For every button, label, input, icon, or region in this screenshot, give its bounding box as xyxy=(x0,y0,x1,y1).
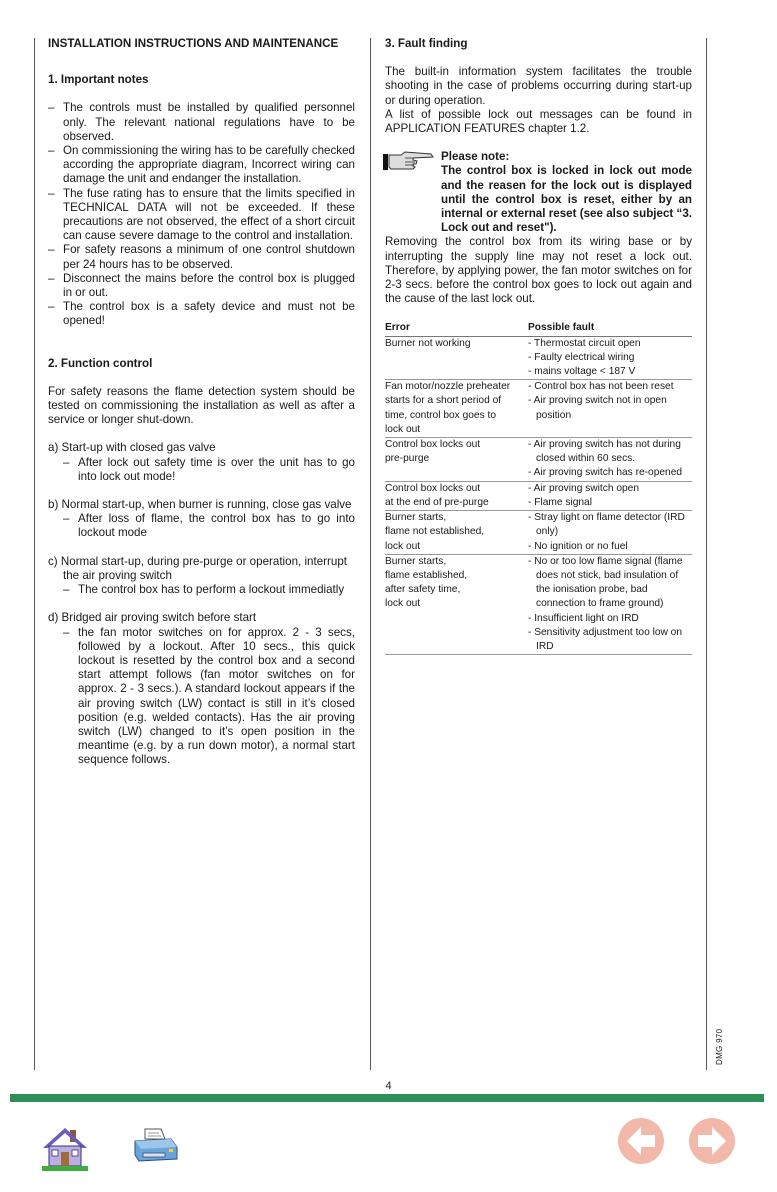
error-line: Control box locks out xyxy=(385,482,481,494)
function-case xyxy=(48,555,355,598)
important-note-item: – For safety reasons a minimum of one control shutdown per 24 hours has to be observed. xyxy=(48,243,355,271)
error-line: Fan motor/nozzle preheater xyxy=(385,381,511,393)
please-note-text: The control box is locked in lock out mode and the reasen for the lock out is displayed until the control box is reset, either by an internal or external reset (see also subject “3. Lock out and reset"). xyxy=(441,164,692,235)
home-icon[interactable] xyxy=(40,1124,90,1176)
fault-line: - Control box has not been reset xyxy=(528,381,674,393)
fault-table-header-row xyxy=(385,321,692,336)
function-intro: For safety reasons the flame detection system should be tested on commissioning the installation as well as after a service or longer shut-down. xyxy=(48,384,355,427)
error-line: flame established, xyxy=(385,569,468,581)
fault-intro-reference: A list of possible lock out messages can be found in APPLICATION FEATURES chapter 1.2. xyxy=(385,107,692,136)
fault-table-row xyxy=(385,554,692,654)
fault-line: - Air proving switch open xyxy=(528,482,639,494)
possible-fault-cell xyxy=(528,380,692,438)
left-column xyxy=(48,37,355,768)
error-line: Burner not working xyxy=(385,337,471,349)
fault-line: - Flame signal xyxy=(528,496,592,508)
fault-line: - Air proving switch has re-opened xyxy=(528,467,683,479)
error-line: pre-purge xyxy=(385,453,430,465)
function-case xyxy=(48,498,355,541)
fault-line: - No ignition or no fuel xyxy=(528,540,628,552)
fault-line: - No or too low flame signal (flame does not stick, bad insulation of the ionisation probe, bad connection to frame ground) xyxy=(528,555,683,610)
center-column-rule xyxy=(370,38,371,1070)
error-line: after safety time, xyxy=(385,584,461,596)
fault-table-row xyxy=(385,380,692,438)
reset-explanation: Removing the control box from its wiring base or by interrupting the supply line may not reset a lock out. Therefore, by applying power, the fan motor switches on for 2-3 secs. before the control box goes to lock out again and the cause of the last lock out. xyxy=(385,235,692,306)
possible-fault-cell xyxy=(528,481,692,510)
error-line: Burner starts, xyxy=(385,555,447,567)
function-cases xyxy=(48,441,355,767)
important-notes-list xyxy=(48,101,355,328)
fault-line: - Faulty electrical wiring xyxy=(528,351,635,363)
function-case-label: b) Normal start-up, when burner is running, close gas valve xyxy=(48,498,352,512)
function-case-detail: – After loss of flame, the control box has to go into lockout mode xyxy=(48,512,355,540)
possible-fault-cell xyxy=(528,511,692,555)
error-cell xyxy=(385,481,528,510)
function-case-label: a) Start-up with closed gas valve xyxy=(48,441,216,455)
footer-bar xyxy=(10,1094,764,1102)
fault-line: - mains voltage < 187 V xyxy=(528,366,636,378)
fault-table-row xyxy=(385,438,692,482)
right-column-rule xyxy=(706,38,707,1070)
possible-fault-cell xyxy=(528,336,692,380)
function-case xyxy=(48,611,355,767)
fault-line: - Thermostat circuit open xyxy=(528,337,641,349)
possible-fault-column-header: Possible fault xyxy=(528,321,692,336)
fault-line: - Air proving switch not in open position xyxy=(528,395,667,421)
please-note-box xyxy=(385,150,692,235)
pointing-hand-icon xyxy=(383,150,435,176)
function-case-detail: – The control box has to perform a lockout immediatly xyxy=(48,583,355,597)
important-note-item: – Disconnect the mains before the control box is plugged in or out. xyxy=(48,272,355,300)
error-line: at the end of pre-purge xyxy=(385,496,489,508)
fault-table-row xyxy=(385,511,692,555)
printer-icon[interactable] xyxy=(131,1127,179,1173)
document-code: DMG 970 xyxy=(715,1028,724,1065)
important-note-item: – The control box is a safety device and must not be opened! xyxy=(48,300,355,328)
fault-line: - Air proving switch has not during closed within 60 secs. xyxy=(528,439,681,465)
error-cell xyxy=(385,336,528,380)
fault-line: - Sensitivity adjustment too low on IRD xyxy=(528,626,683,652)
right-column xyxy=(385,37,692,655)
error-line: flame not established, xyxy=(385,526,485,538)
error-cell xyxy=(385,511,528,555)
error-line: starts for a short period of xyxy=(385,395,502,407)
fault-intro: The built-in information system facilitates the trouble shooting in the case of problems occurring during start-up or during operation. xyxy=(385,65,692,107)
error-cell xyxy=(385,438,528,482)
fault-line: - Insufficient light on IRD xyxy=(528,612,639,624)
fault-finding-heading: 3. Fault finding xyxy=(385,37,468,50)
important-note-item: – On commissioning the wiring has to be carefully checked according the appropriate diagram, Incorrect wiring can damage the unit and endanger the installation. xyxy=(48,144,355,187)
possible-fault-cell xyxy=(528,438,692,482)
error-line: Control box locks out xyxy=(385,439,481,451)
function-case-detail: – the fan motor switches on for approx. 2 - 3 secs, followed by a lockout. After 10 secs., this quick lockout is resetted by the control box and a second start attempt follows (fan motor switches on for approx. 2 - 3 secs.). A standard lockout appears if the air proving switch (LW) contact is still in it’s closed position (e.g. welded contacts). Has the air proving switch (LW) changed to it’s open position in the meantime (e.g. by a run down motor), a normal start sequence follows. xyxy=(48,626,355,768)
error-line: lock out xyxy=(385,423,421,435)
error-line: lock out xyxy=(385,540,421,552)
error-cell xyxy=(385,380,528,438)
function-case-label: d) Bridged air proving switch before start xyxy=(48,611,257,625)
fault-table-row xyxy=(385,481,692,510)
arrow-left-icon[interactable] xyxy=(617,1117,665,1169)
important-notes-heading: 1. Important notes xyxy=(48,73,149,87)
fault-table-row xyxy=(385,336,692,380)
fault-line: - Stray light on flame detector (IRD only) xyxy=(528,512,685,538)
arrow-right-icon[interactable] xyxy=(688,1117,736,1169)
error-cell xyxy=(385,554,528,654)
error-line: lock out xyxy=(385,598,421,610)
function-case-label: c) Normal start-up, during pre-purge or operation, interrupt the air proving switch xyxy=(48,554,347,582)
function-control-heading: 2. Function control xyxy=(48,356,153,370)
please-note-label: Please note: xyxy=(441,150,510,164)
error-line: Burner starts, xyxy=(385,512,447,524)
function-case xyxy=(48,441,355,484)
page-number: 4 xyxy=(385,1080,392,1092)
function-case-detail: – After lock out safety time is over the unit has to go into lock out mode! xyxy=(48,456,355,484)
fault-table xyxy=(385,321,692,655)
possible-fault-cell xyxy=(528,554,692,654)
important-note-item: – The fuse rating has to ensure that the limits specified in TECHNICAL DATA will not be exceeded. If these precautions are not observed, the effect of a short circuit can cause severe damage to the control and installation. xyxy=(48,187,355,244)
error-line: time, control box goes to xyxy=(385,409,496,421)
left-column-rule xyxy=(34,38,35,1070)
error-column-header: Error xyxy=(385,321,528,336)
document-title: INSTALLATION INSTRUCTIONS AND MAINTENANCE xyxy=(48,37,339,50)
important-note-item: – The controls must be installed by qualified personnel only. The relevant national regulations have to be observed. xyxy=(48,101,355,144)
